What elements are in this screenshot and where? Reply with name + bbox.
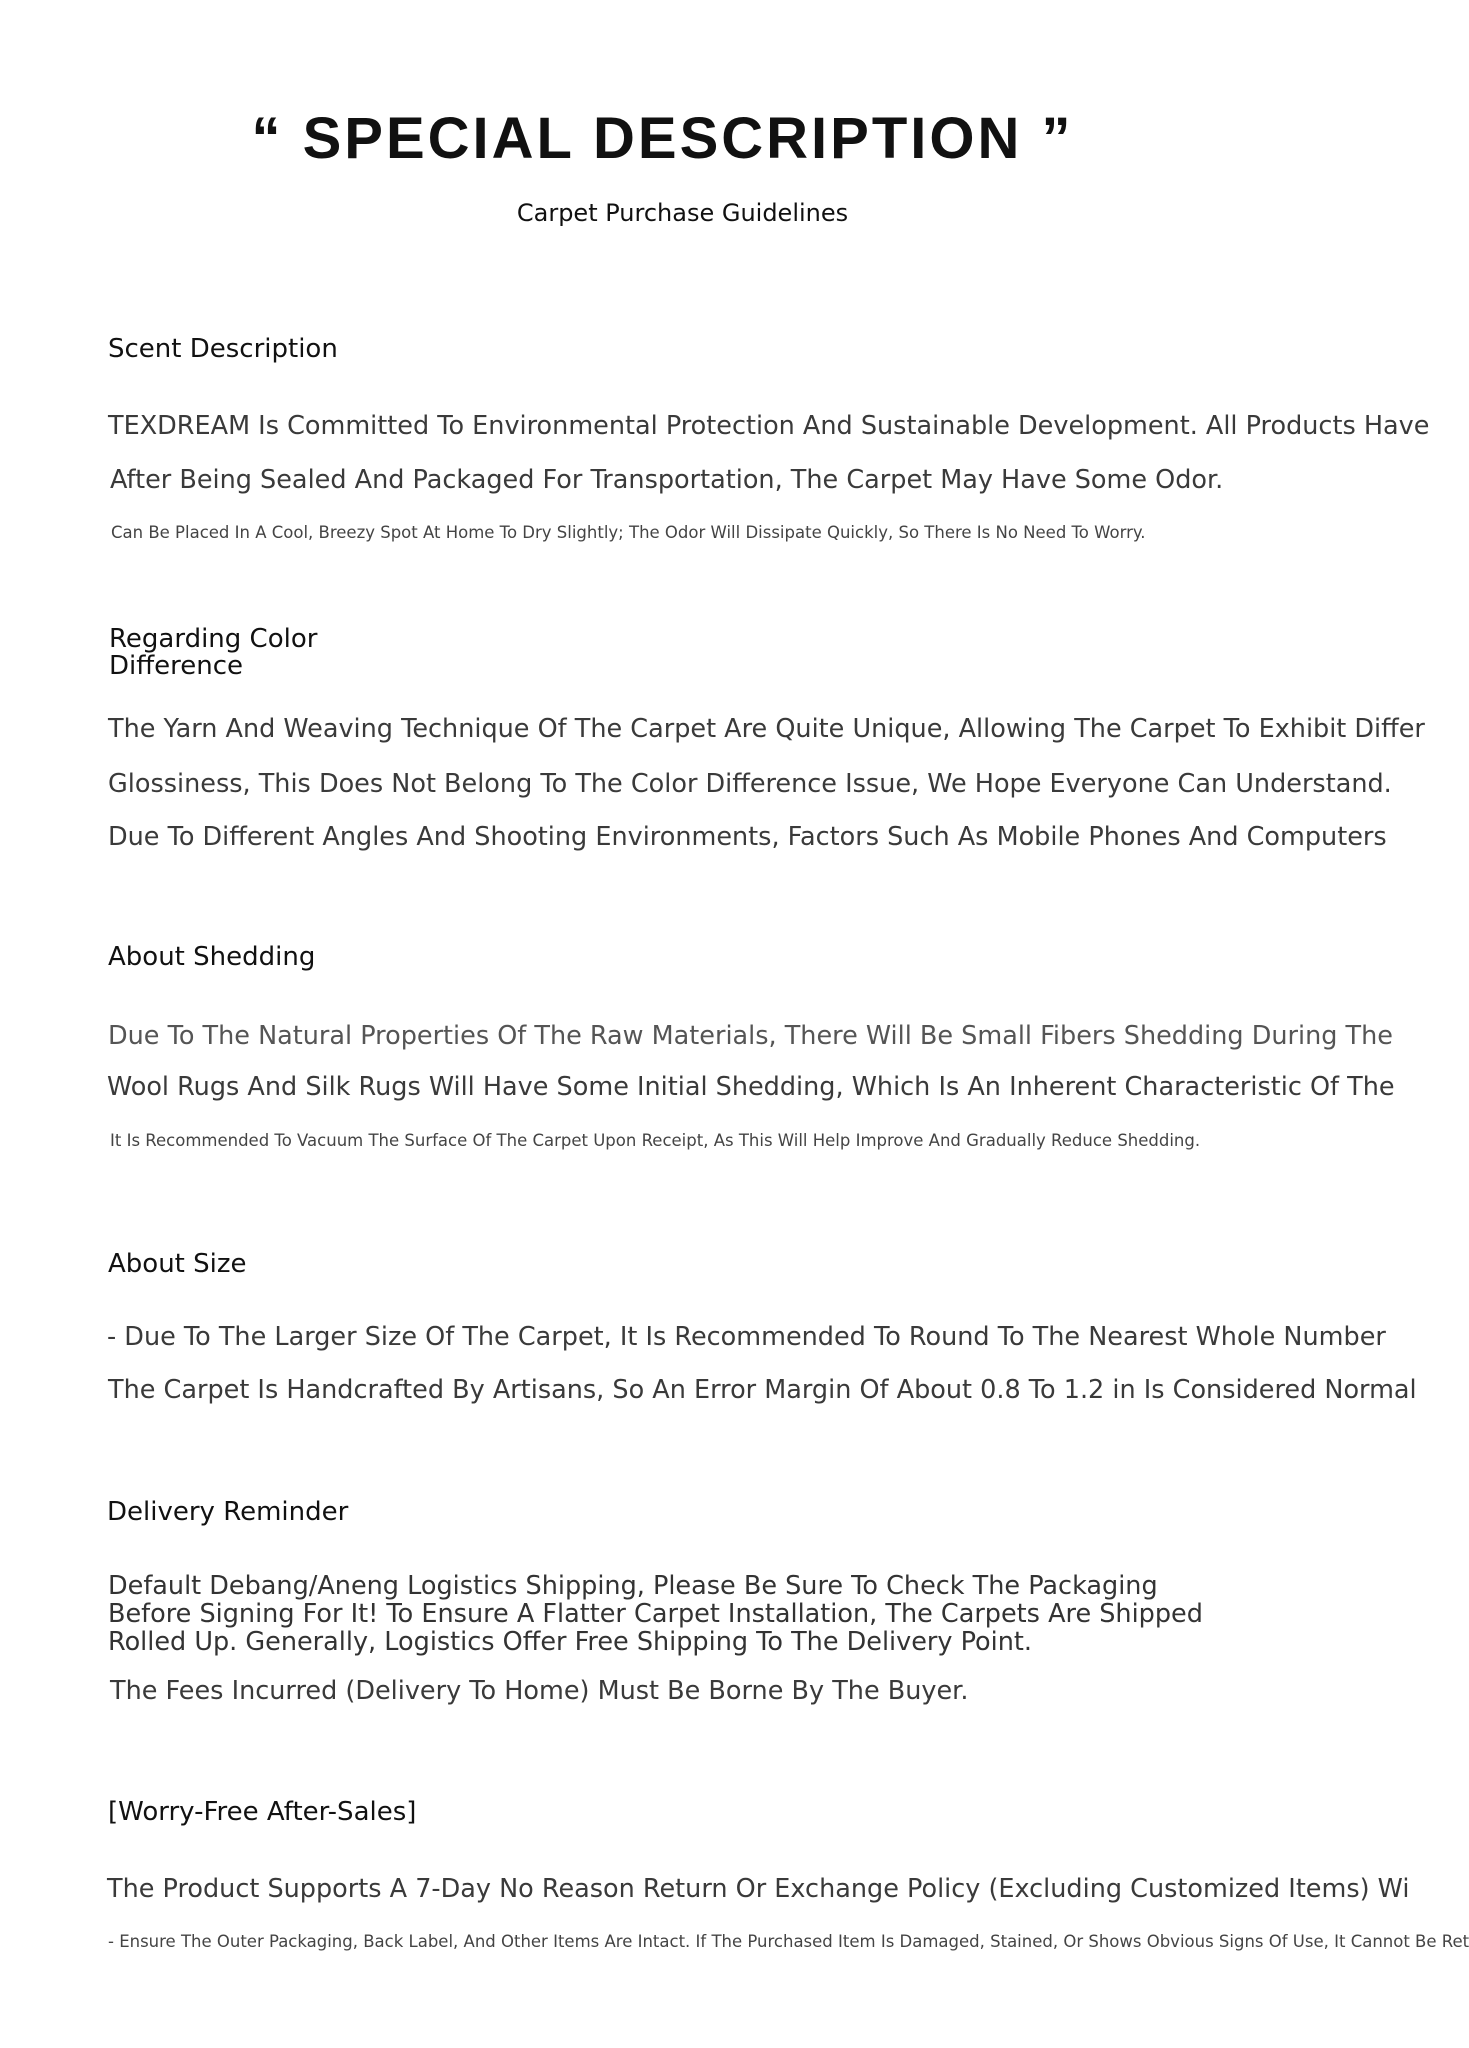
section-line: The Carpet Is Handcrafted By Artisans, So An Error Margin Of About 0.8 To 1.2 in Is Considered Normal <box>108 1375 1417 1405</box>
section-note: It Is Recommended To Vacuum The Surface Of The Carpet Upon Receipt, As This Will Help Improve And Gradually Reduce Shedding. <box>110 1131 1201 1150</box>
section-note: - Ensure The Outer Packaging, Back Label, And Other Items Are Intact. If The Purchased Item Is Damaged, Stained, Or Shows Obvious Signs Of Use, It Cannot Be Ret <box>108 1932 1469 1951</box>
section-line: After Being Sealed And Packaged For Transportation, The Carpet May Have Some Odor. <box>110 465 1224 495</box>
section-note: Can Be Placed In A Cool, Breezy Spot At Home To Dry Slightly; The Odor Will Dissipate Quickly, So There Is No Need To Worry. <box>111 523 1146 542</box>
page-subtitle: Carpet Purchase Guidelines <box>516 199 849 227</box>
page-title: “ SPECIAL DESCRIPTION ” <box>251 106 1074 171</box>
section-heading: Delivery Reminder <box>107 1497 349 1527</box>
section-line: The Yarn And Weaving Technique Of The Carpet Are Quite Unique, Allowing The Carpet To Exhibit Differ <box>108 714 1425 744</box>
section-line: Wool Rugs And Silk Rugs Will Have Some Initial Shedding, Which Is An Inherent Characteristic Of The <box>107 1072 1395 1102</box>
section-heading: Regarding Color Difference <box>109 624 318 681</box>
section-line: The Fees Incurred (Delivery To Home) Must Be Borne By The Buyer. <box>110 1676 969 1706</box>
section-heading: Scent Description <box>108 334 338 364</box>
section-heading: About Size <box>108 1249 247 1279</box>
section-line: - Due To The Larger Size Of The Carpet, It Is Recommended To Round To The Nearest Whole Number <box>107 1322 1386 1352</box>
section-line: Due To The Natural Properties Of The Raw Materials, There Will Be Small Fibers Shedding During The <box>108 1021 1393 1051</box>
section-line: Due To Different Angles And Shooting Environments, Factors Such As Mobile Phones And Computers <box>108 822 1387 852</box>
section-line: Glossiness, This Does Not Belong To The Color Difference Issue, We Hope Everyone Can Understand. <box>108 769 1392 799</box>
section-line: The Product Supports A 7-Day No Reason Return Or Exchange Policy (Excluding Customized Items) Wi <box>107 1874 1410 1904</box>
section-heading: About Shedding <box>108 942 316 972</box>
section-paragraph: Default Debang/Aneng Logistics Shipping, Please Be Sure To Check The Packaging Before Signing For It! To Ensure A Flatter Carpet Installation, The Carpets Are Shipped Rolled Up. Generally, Logistics Offer Free Shipping To The Delivery Point. <box>108 1571 1203 1657</box>
section-heading: [Worry-Free After-Sales] <box>108 1797 417 1827</box>
section-line: TEXDREAM Is Committed To Environmental Protection And Sustainable Development. All Products Have <box>108 411 1430 441</box>
